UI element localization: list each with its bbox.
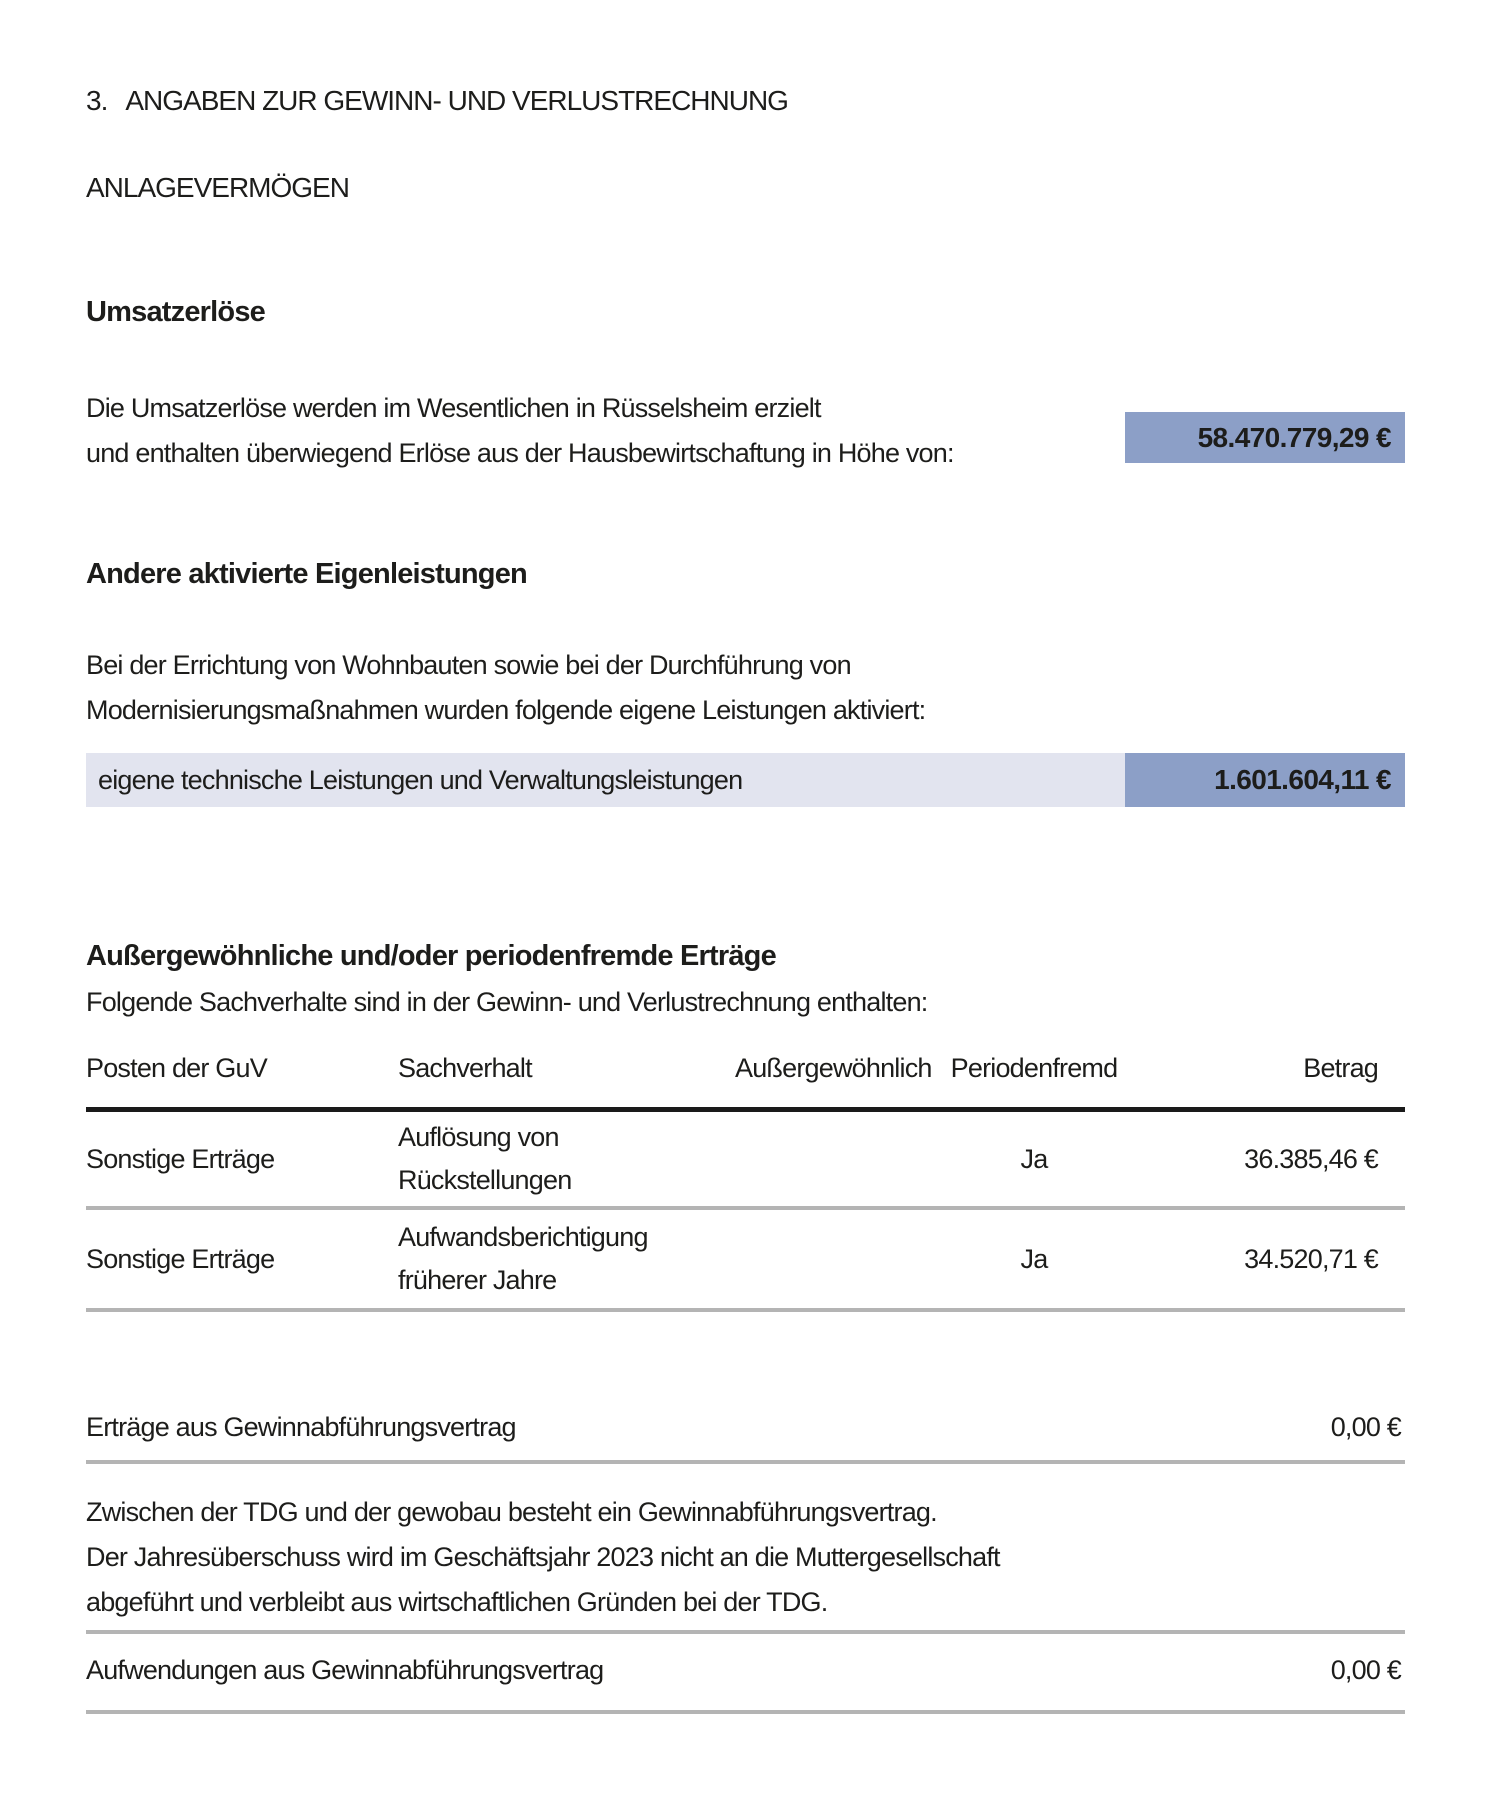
aufwendungen-gewinnabfuehrung-value: 0,00 € <box>1330 1655 1401 1685</box>
col-header-posten: Posten der GuV <box>86 1053 267 1083</box>
ertraege-gewinnabfuehrung-value: 0,00 € <box>1330 1412 1401 1442</box>
divider-rule <box>86 1460 1405 1464</box>
aufwendungen-gewinnabfuehrung-row <box>86 1655 1405 1686</box>
paragraph-gewinnabfuehrung <box>86 1490 1000 1625</box>
cell-sachverhalt-line1: Auflösung von <box>398 1122 559 1152</box>
cell-periodenfremd: Ja <box>1020 1143 1048 1174</box>
paragraph-umsatzerloese-line2: und enthalten überwiegend Erlöse aus der Hausbewirtschaftung in Höhe von: <box>86 438 954 468</box>
cell-sachverhalt <box>398 1116 735 1202</box>
col-header-sachverhalt: Sachverhalt <box>398 1053 532 1083</box>
eigenleistungen-highlight-row <box>86 753 1405 807</box>
umsatzerloese-value-box: 58.470.779,29 € <box>1125 412 1405 463</box>
intro-line: Folgende Sachverhalte sind in der Gewinn- und Verlustrechnung enthalten: <box>86 987 928 1017</box>
divider-rule <box>86 1630 1405 1634</box>
table-row <box>86 1112 1405 1206</box>
heading-ausserordentliche-ertraege: Außergewöhnliche und/oder periodenfremde Erträge <box>86 940 776 972</box>
cell-sachverhalt-line2: Rückstellungen <box>398 1165 572 1195</box>
cell-posten: Sonstige Erträge <box>86 1143 275 1174</box>
ertraege-gewinnabfuehrung-row <box>86 1412 1405 1443</box>
cell-sachverhalt-line1: Aufwandsberichtigung <box>398 1222 648 1252</box>
table-bottom-rule <box>86 1308 1405 1312</box>
ertraege-table-header <box>86 1053 1405 1084</box>
aufwendungen-gewinnabfuehrung-label: Aufwendungen aus Gewinnabführungsvertrag <box>86 1655 604 1685</box>
heading-umsatzerloese: Umsatzerlöse <box>86 296 265 328</box>
eigenleistungen-row-value: 1.601.604,11 € <box>1125 753 1405 807</box>
col-header-betrag: Betrag <box>1303 1053 1378 1083</box>
intro-ausserordentliche-ertraege <box>86 980 927 1025</box>
col-header-periodenfremd: Periodenfremd <box>950 1053 1118 1083</box>
cell-periodenfremd: Ja <box>1020 1243 1048 1274</box>
paragraph-eigenleistungen-line1: Bei der Errichtung von Wohnbauten sowie bei der Durchführung von <box>86 650 851 680</box>
section-number: 3. <box>86 85 108 116</box>
paragraph-gewinnabfuehrung-line3: abgeführt und verbleibt aus wirtschaftlichen Gründen bei der TDG. <box>86 1587 828 1617</box>
table-row <box>86 1210 1405 1308</box>
paragraph-umsatzerloese <box>86 386 954 476</box>
cell-sachverhalt <box>398 1216 735 1302</box>
paragraph-eigenleistungen-line2: Modernisierungsmaßnahmen wurden folgende eigene Leistungen aktiviert: <box>86 695 926 725</box>
section-title-text: ANGABEN ZUR GEWINN- UND VERLUSTRECHNUNG <box>125 85 788 116</box>
paragraph-gewinnabfuehrung-line2: Der Jahresüberschuss wird im Geschäftsjahr 2023 nicht an die Muttergesellschaft <box>86 1542 1000 1572</box>
ertraege-gewinnabfuehrung-label: Erträge aus Gewinnabführungsvertrag <box>86 1412 516 1442</box>
section-subtitle: ANLAGEVERMÖGEN <box>86 172 349 203</box>
cell-betrag: 36.385,46 € <box>1244 1143 1378 1174</box>
paragraph-eigenleistungen <box>86 643 925 733</box>
heading-eigenleistungen: Andere aktivierte Eigenleistungen <box>86 558 527 590</box>
cell-betrag: 34.520,71 € <box>1244 1243 1378 1274</box>
cell-sachverhalt-line2: früherer Jahre <box>398 1265 557 1295</box>
paragraph-umsatzerloese-line1: Die Umsatzerlöse werden im Wesentlichen in Rüsselsheim erzielt <box>86 393 821 423</box>
section-title <box>86 85 788 117</box>
col-header-aussergewoehnlich: Außergewöhnlich <box>735 1053 932 1083</box>
page-bottom-rule <box>86 1710 1405 1714</box>
eigenleistungen-row-label: eigene technische Leistungen und Verwaltungsleistungen <box>86 753 1125 807</box>
cell-posten: Sonstige Erträge <box>86 1243 275 1274</box>
paragraph-gewinnabfuehrung-line1: Zwischen der TDG und der gewobau besteht ein Gewinnabführungsvertrag. <box>86 1497 937 1527</box>
